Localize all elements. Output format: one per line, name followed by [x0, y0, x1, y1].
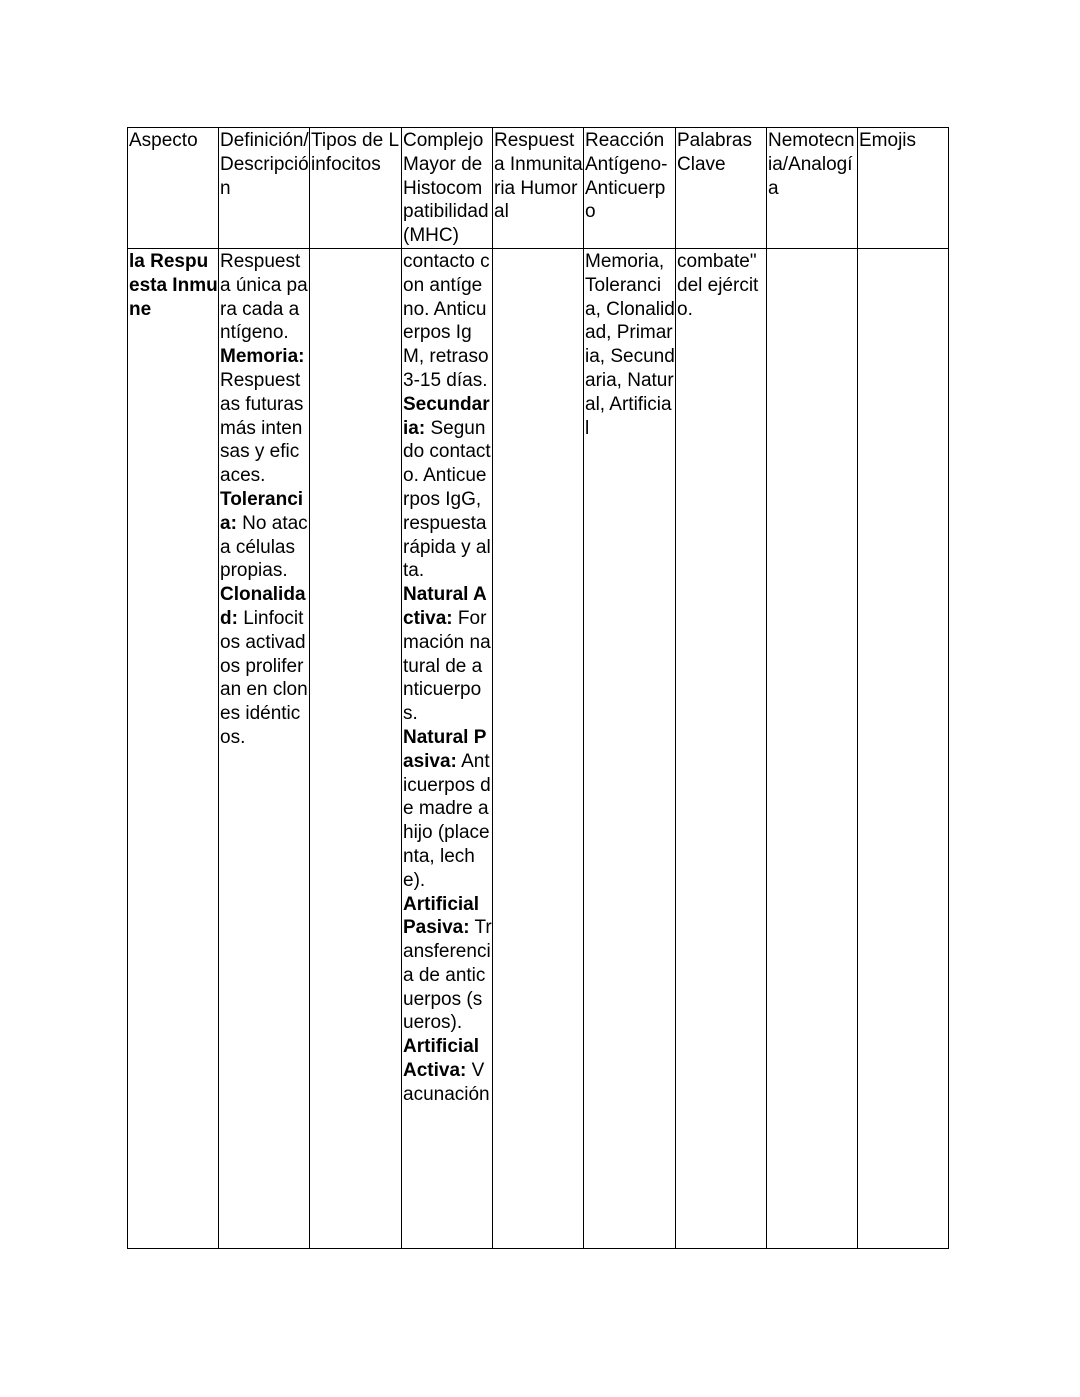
mhc-entry-artificial-pasiva: Artificial Pasiva: Transferencia de anticuerpos (sueros).	[403, 893, 492, 1034]
header-cell-palabras: Palabras Clave	[676, 128, 767, 249]
header-cell-nemotecnia: Nemotecnia/Analogía	[767, 128, 858, 249]
cell-nemotecnia	[767, 248, 858, 1248]
cell-definicion	[219, 248, 310, 1248]
table-row	[128, 248, 949, 1248]
header-cell-emojis: Emojis	[858, 128, 949, 249]
cell-aspecto	[128, 248, 219, 1248]
summary-table	[127, 127, 949, 1249]
header-cell-definicion: Definición/Descripción	[219, 128, 310, 249]
cell-mhc	[402, 248, 493, 1248]
definicion-entry-clonalidad: Clonalidad: Linfocitos activados proliferan en clones idénticos.	[220, 584, 308, 748]
table-header-row	[128, 128, 949, 249]
header-cell-humoral: Respuesta Inmunitaria Humoral	[493, 128, 584, 249]
cell-humoral	[493, 248, 584, 1248]
mhc-entry-artificial-activa: Artificial Activa: Vacunación	[403, 1036, 490, 1105]
mhc-entry-secundaria: Secundaria: Segundo contacto. Anticuerpos IgG, respuesta rápida y alta.	[403, 393, 491, 582]
header-cell-aspecto: Aspecto	[128, 128, 219, 249]
header-cell-mhc: Complejo Mayor de Histocompatibilidad (MHC)	[402, 128, 493, 249]
cell-palabras: combate" del ejército.	[676, 248, 767, 1248]
definicion-entry-memoria: Memoria: Respuestas futuras más intensas y eficaces.	[220, 346, 305, 487]
mhc-entry-natural-activa: Natural Activa: Formación natural de anticuerpos.	[403, 584, 491, 725]
aspecto-text: la Respuesta Inmune	[129, 250, 218, 320]
header-cell-tipos: Tipos de Linfocitos	[310, 128, 402, 249]
mhc-entry-natural-pasiva: Natural Pasiva: Anticuerpos de madre a hijo (placenta, leche).	[403, 726, 491, 891]
definicion-entry: Respuesta única para cada antígeno.	[220, 250, 308, 344]
cell-emojis	[858, 248, 949, 1248]
header-cell-reaccion: Reacción Antígeno-Anticuerpo	[584, 128, 676, 249]
cell-reaccion: Memoria, Tolerancia, Clonalidad, Primaria, Secundaria, Natural, Artificial	[584, 248, 676, 1248]
definicion-entry-tolerancia: Tolerancia: No ataca células propias.	[220, 488, 308, 582]
mhc-entry-primaria: contacto con antígeno. Anticuerpos IgM, retraso 3-15 días.	[403, 250, 490, 391]
cell-tipos	[310, 248, 402, 1248]
